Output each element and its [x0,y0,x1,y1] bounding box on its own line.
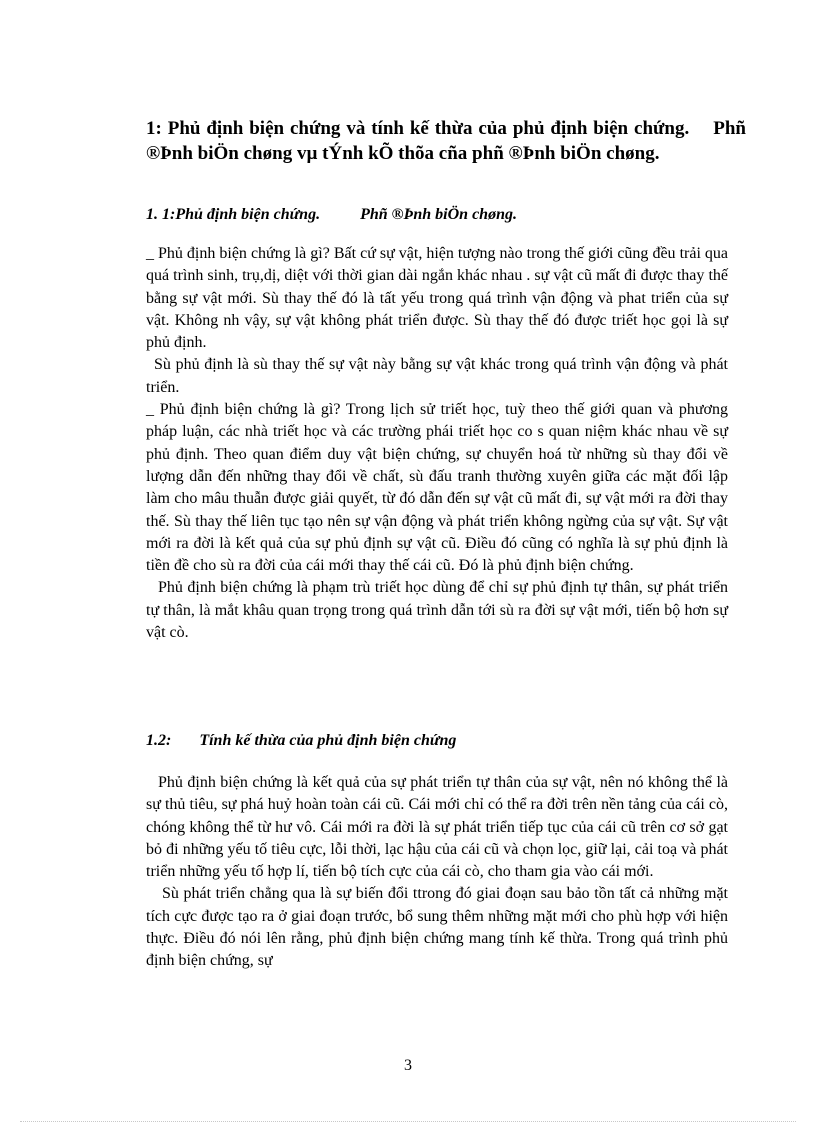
paragraph: Sù phủ định là sù thay thế sự vật này bằng sự vật khác trong quá trình vận động và phát triển. [146,356,728,396]
page-bottom-border [20,1121,796,1122]
section-1-2-title: Tính kế thừa của phủ định biện chứng [199,732,457,749]
paragraph: Sù phát triển chẳng qua là sự biến đổi ttrong đó giai đoạn sau bảo tồn tất cả những mặt tích cực được tạo ra ở giai đoạn trước, bổ sung thêm những mặt mới cho phù hợp với hiện thực. Điều đó nói lên rằng, phủ định biện chứng mang tính kế thừa. Trong quá trình phủ định biện chứng, sự [146,885,728,970]
paragraph: Phủ định biện chứng là kết quả của sự phát triển tự thân của sự vật, nên nó không thể là sự thủ tiêu, sự phá huỷ hoàn toàn cái cũ. Cái mới chỉ có thể ra đời trên nền tảng của cái cò, chóng không thể từ hư vô. Cái mới ra đời là sự phát triển tiếp tục của cái cũ trên cơ sở gạt bỏ đi những yếu tố tiêu cực, lỗi thời, lạc hậu của cái cũ và chọn lọc, giữ lại, cải toạ và phát triển những yếu tố hợp lí, tiến bộ tích cực của cái cò, cho tham gia vào cái mới. [146,774,728,881]
section-1-2-heading [146,730,456,752]
paragraph: Phủ định biện chứng là phạm trù triết học dùng để chỉ sự phủ định tự thân, sự phát triển tự thân, là mắt khâu quan trọng trong quá trình dẫn tới sù ra đời sự vật mới, tiến bộ hơn sự vật cò. [146,579,728,642]
section-1-1-body [146,243,728,644]
section-1-2-body [146,772,728,973]
page-number: 3 [404,1057,412,1074]
section-1-1-title-garbled: Phñ ®Þnh biÖn chøng. [360,206,517,223]
paragraph: _ Phủ định biện chứng là gì? Bất cứ sự vật, hiện tượng nào trong thế giới cũng đều trải qua quá trình sinh, trụ,dị, diệt với thời gian dài ngắn khác nhau . sự vật cũ mất đi được thay thế bằng sự vật mới. Sù thay thế đó là tất yếu trong quá trình vận động và phat triển của sự vật. Không nh vậy, sự vật không phát triển được. Sù thay thế đó được triết học gọi là sự phủ định. [146,245,728,352]
chapter-heading-text: 1: Phủ định biện chứng và tính kế thừa của phủ định biện chứng. [146,118,690,139]
chapter-heading-garbled-text: Phñ ®Þnh biÖn chøng vµ tÝnh kÕ thõa cña phñ ®Þnh biÖn chøng. [146,118,746,164]
section-1-1-title: 1. 1:Phủ định biện chứng. [146,206,321,223]
paragraph: _ Phủ định biện chứng là gì? Trong lịch sử triết học, tuỳ theo thế giới quan và phương pháp luận, các nhà triết học và các trường phái triết học co s quan niệm khác nhau về sự phủ định. Theo quan điểm duy vật biện chứng, sự chuyển hoá từ những sù thay đổi về lượng dẫn đến những thay đổi về chất, sù đấu tranh thường xuyên giữa các mặt đối lập làm cho mâu thuẫn được giải quyết, từ đó dẫn đến sự vật cũ mất đi, sự vật mới ra đời thay thế. Sù thay thế liên tục tạo nên sự vận động và phát triển không ngừng của sự vật. Sự vật mới ra đời là kết quả của sự phủ định sự vật cũ. Điều đó cũng có nghĩa là sự phủ định là tiền đề cho sù ra đời của cái mới thay thế cái cũ. Đó là phủ định biện chứng. [146,401,728,575]
chapter-heading [146,116,746,166]
section-1-2-number: 1.2: [146,732,172,749]
section-1-1-heading [146,204,517,226]
